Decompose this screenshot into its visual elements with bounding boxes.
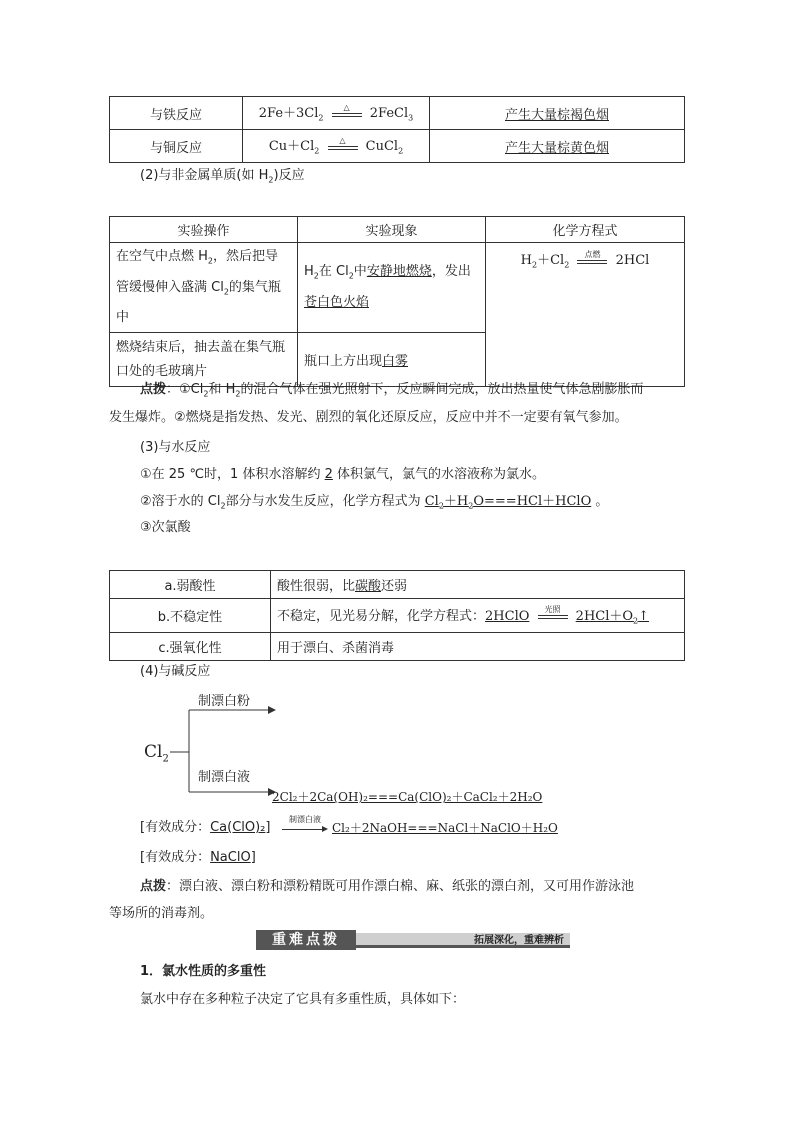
text: Ca(ClO)₂ <box>210 820 266 835</box>
equation-bleaching-liquid: Cl₂＋2NaOH===NaCl＋NaClO＋H₂O <box>332 821 558 835</box>
point-1-text: 氯水中存在多种粒子决定了它具有多重性质，具体如下： <box>140 992 466 1007</box>
text: ①在 25 ℃时，1 体积水溶解约 <box>140 467 325 482</box>
text: 2 <box>324 467 333 482</box>
text: 瓶口上方出现 <box>304 354 383 370</box>
text: 部分与水发生反应，化学方程式为 <box>225 494 425 509</box>
operation-1 <box>110 243 298 333</box>
text: 2HCl＋O <box>575 608 634 624</box>
phenomenon-copper <box>430 130 685 163</box>
equation-rhs: CuCl <box>365 139 399 155</box>
header-operation: 实验操作 <box>110 217 298 243</box>
point-1-title: 1．氯水性质的多重性 <box>140 964 267 979</box>
phenomenon-iron <box>430 97 685 130</box>
text: NaClO <box>210 850 251 865</box>
text: 白雾 <box>382 354 409 370</box>
subscript: 2 <box>633 616 639 626</box>
subscript: 2 <box>438 501 444 511</box>
text: 酸性很弱，比 <box>277 579 356 594</box>
section-2-title <box>140 166 305 191</box>
text: Cl <box>144 742 163 762</box>
text: 和 H <box>208 382 236 397</box>
condition-light: 光照 <box>544 605 561 615</box>
text: ：①Cl <box>166 382 204 397</box>
note-label: 点拨 <box>140 879 167 894</box>
row-label-iron: 与铁反应 <box>110 97 243 130</box>
subscript: 2 <box>207 256 214 266</box>
text: 的集气瓶 <box>228 279 281 295</box>
prop-label-b: b.不稳定性 <box>110 599 271 633</box>
prop-label-a: a.弱酸性 <box>110 571 271 599</box>
section-banner <box>256 930 570 950</box>
text: Cl <box>424 494 439 509</box>
text: ②溶于水的 Cl <box>140 494 221 509</box>
note-1-line-1 <box>140 380 643 405</box>
prop-desc-c: 用于漂白、杀菌消毒 <box>271 633 685 661</box>
section-2-text: (2)与非金属单质(如 H <box>140 168 269 183</box>
equation-rhs: 2FeCl <box>369 106 409 122</box>
equation-bleaching-powder: 2Cl₂＋2Ca(OH)₂===Ca(ClO)₂＋CaCl₂＋2H₂O <box>272 790 543 804</box>
note-2-line-1 <box>140 877 634 897</box>
text: ] <box>250 850 256 865</box>
text: 体积氯气，氯气的水溶液称为氯水。 <box>332 467 546 482</box>
branch-bleaching-liquid: 制漂白液 <box>198 770 251 785</box>
equation-iron <box>243 97 430 130</box>
prop-desc-a <box>271 571 685 599</box>
banner-subtitle: 拓展深化，重难辨析 <box>356 933 570 948</box>
text: 2HClO <box>485 608 530 624</box>
subscript: 2 <box>532 260 538 270</box>
text: 苍白色火焰 <box>304 294 370 310</box>
text: 安静地燃烧 <box>366 264 432 280</box>
arrow-bleaching-liquid <box>282 815 328 833</box>
text: O===HCl＋HClO <box>473 494 592 509</box>
subscript: 2 <box>314 146 320 156</box>
text: 还弱 <box>381 579 408 594</box>
section-2-tail: )反应 <box>273 168 305 183</box>
text: 2HCl <box>615 253 650 268</box>
banner-title: 重难点拨 <box>256 930 356 950</box>
text: 在空气中点燃 H <box>116 249 208 264</box>
section-4-title: (4)与碱反应 <box>140 664 211 679</box>
section-3-line-2 <box>140 492 608 517</box>
condition-heat: △ <box>343 102 350 112</box>
water-equation <box>425 494 592 509</box>
up-arrow-icon: ↑ <box>638 608 650 624</box>
subscript: 2 <box>564 260 570 270</box>
subscript: 2 <box>203 389 209 399</box>
subscript: 3 <box>408 113 414 123</box>
phenomenon-text: 产生大量棕黄色烟 <box>504 140 609 156</box>
row-label-copper: 与铜反应 <box>110 130 243 163</box>
chlorine-root <box>144 742 169 764</box>
section-3-title: (3)与水反应 <box>140 440 211 455</box>
phenomenon-1 <box>298 243 486 333</box>
subscript: 2 <box>220 501 226 511</box>
subscript: 2 <box>398 146 404 156</box>
decomp-product <box>576 609 649 624</box>
text: 中 <box>353 264 367 280</box>
arrow-label: 制漂白液 <box>289 815 321 824</box>
experiment-table <box>109 216 685 387</box>
text: 。 <box>591 494 609 509</box>
section-3-line-1 <box>140 465 545 485</box>
subscript: 2 <box>223 287 229 297</box>
text: ：漂白液、漂白粉和漂粉精既可用作漂白棉、麻、纸张的漂白剂，又可用作游泳池 <box>166 879 635 894</box>
note-2-line-2: 等场所的消毒剂。 <box>109 906 214 921</box>
prop-desc-b <box>271 599 685 633</box>
text: 燃烧结束后，抽去盖在集气瓶 <box>116 339 286 355</box>
subscript: 2 <box>162 753 169 765</box>
text: ＋Cl <box>537 253 565 268</box>
text: ＋H <box>443 494 469 509</box>
text: H <box>520 253 533 268</box>
text: 的混合气体在强光照射下，反应瞬间完成，放出热量使气体急剧膨胀而 <box>240 382 644 397</box>
header-phenomenon: 实验现象 <box>298 217 486 243</box>
text: [有效成分： <box>140 820 211 835</box>
subscript: 2 <box>318 113 324 123</box>
equation-cell <box>486 243 685 387</box>
text: 管缓慢伸入盛满 Cl <box>116 279 224 295</box>
section-3-line-3: ③次氯酸 <box>140 520 191 535</box>
text: [有效成分： <box>140 850 211 865</box>
text: 在 Cl <box>318 264 349 280</box>
phenomenon-text: 产生大量棕褐色烟 <box>504 107 609 123</box>
note-1-line-2: 发生爆炸。②燃烧是指发热、发光、剧烈的氧化还原反应，反应中并不一定要有氧气参加。 <box>109 410 628 425</box>
text: ] <box>265 820 271 835</box>
note-label: 点拨 <box>140 382 167 397</box>
equation-lhs: Cu＋Cl <box>268 139 315 155</box>
text: ，发出 <box>431 264 471 280</box>
subscript: 2 <box>468 501 474 511</box>
subscript: 2 <box>235 389 241 399</box>
text: 碳酸 <box>355 579 382 594</box>
condition-ignite: 点燃 <box>584 249 601 259</box>
header-equation: 化学方程式 <box>486 217 685 243</box>
branch-bleaching-powder: 制漂白粉 <box>198 694 251 709</box>
text: ，然后把导 <box>213 249 279 264</box>
reaction-table-metals <box>109 96 685 163</box>
hypochlorous-table <box>109 570 685 661</box>
text: H <box>304 264 314 280</box>
effective-component-2 <box>140 848 256 868</box>
text: 不稳定，见光易分解，化学方程式： <box>277 608 486 624</box>
text: 中 <box>116 310 130 326</box>
operation-2 <box>110 333 298 387</box>
text: 口处的毛玻璃片 <box>116 363 208 379</box>
subscript: 2 <box>348 271 354 281</box>
subscript: 2 <box>268 175 274 185</box>
equation-copper <box>243 130 430 163</box>
effective-component-1 <box>140 818 270 838</box>
prop-label-c: c.强氧化性 <box>110 633 271 661</box>
phenomenon-2 <box>298 333 486 387</box>
equation-lhs: 2Fe＋3Cl <box>258 106 319 122</box>
subscript: 2 <box>313 271 319 281</box>
condition-heat: △ <box>339 135 346 145</box>
